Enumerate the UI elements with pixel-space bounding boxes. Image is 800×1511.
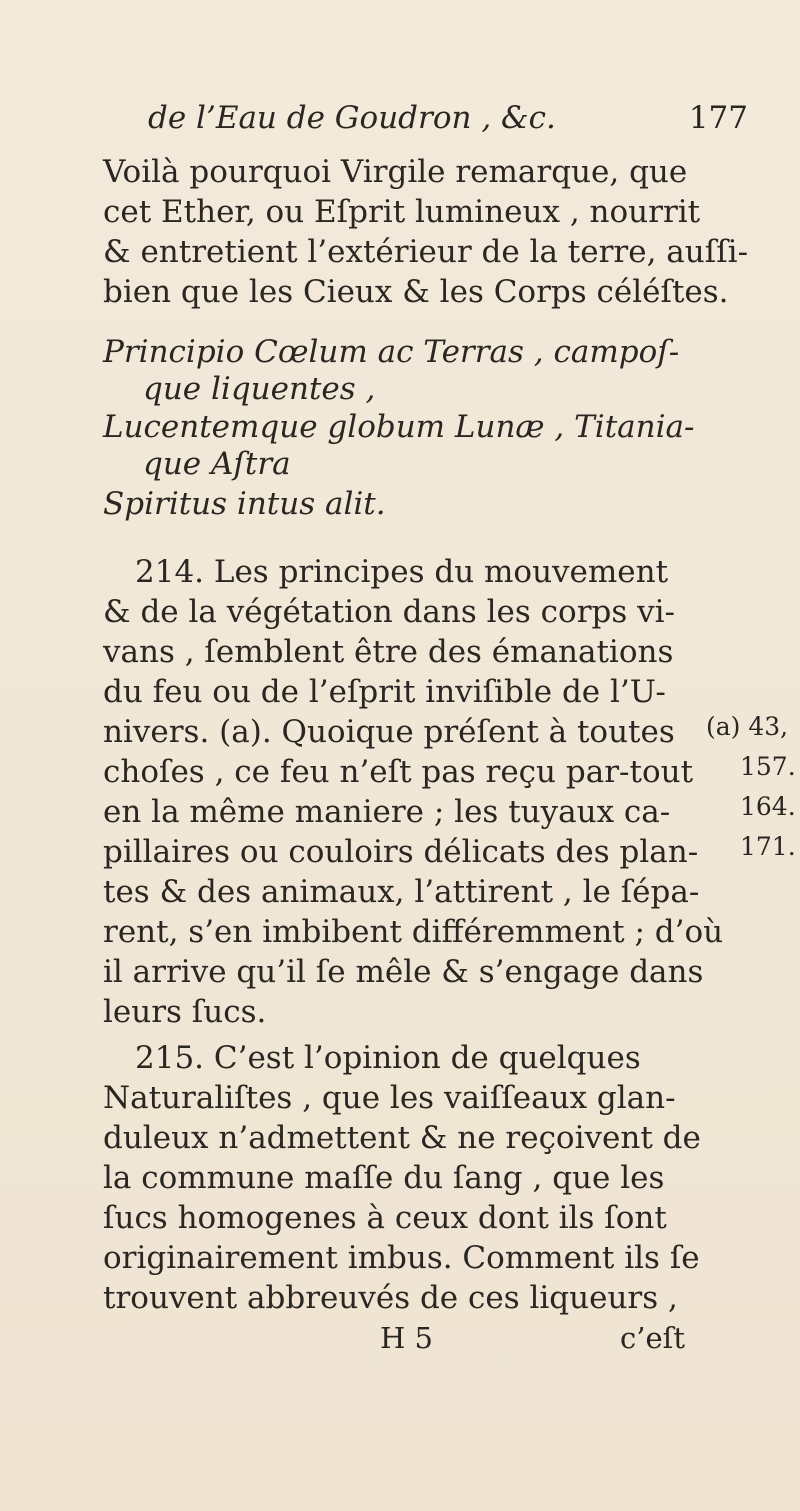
text-line: bien que les Cieux & les Corps céléſtes. (103, 274, 729, 310)
verse-line: que liquentes , (143, 371, 376, 407)
margin-note: 157. (740, 752, 796, 781)
section-214-line: pillaires ou couloirs délicats des plan- (103, 834, 699, 870)
section-215-line: 215. C’est l’opinion de quelques (135, 1040, 641, 1076)
section-214-line: nivers. (a). Quoique préſent à toutes (103, 714, 675, 750)
section-214-line: du feu ou de l’eſprit inviſible de l’U- (103, 674, 666, 710)
signature-mark: H 5 (380, 1321, 433, 1355)
catchword: c’eſt (620, 1321, 686, 1355)
section-214-line: rent, s’en imbibent différemment ; d’où (103, 914, 724, 950)
margin-note: 164. (740, 792, 796, 821)
verse-line: Spiritus intus alit. (103, 486, 386, 522)
section-214-line: & de la végétation dans les corps vi- (103, 594, 676, 630)
section-215-line: originairement imbus. Comment ils ſe (103, 1240, 700, 1276)
section-215-line: ſucs homogenes à ceux dont ils ſont (103, 1200, 667, 1236)
section-214-line: vans , ſemblent être des émanations (103, 634, 674, 670)
section-215-line: Naturaliſtes , que les vaiſſeaux glan- (103, 1080, 676, 1116)
running-title: de l’Eau de Goudron , &c. (148, 100, 556, 136)
text-line: & entretient l’extérieur de la terre, auſſi- (103, 234, 749, 270)
section-214-line: tes & des animaux, l’attirent , le ſépa- (103, 874, 700, 910)
section-214-line: en la même maniere ; les tuyaux ca- (103, 794, 671, 830)
verse-line: que Aſtra (143, 446, 291, 482)
verse-line: Lucentemque globum Lunæ , Titania- (103, 409, 695, 445)
verse-line: Principio Cœlum ac Terras , campoſ- (103, 334, 680, 370)
section-214-line: il arrive qu’il ſe mêle & s’engage dans (103, 954, 704, 990)
page-number: 177 (688, 100, 748, 136)
page-header (148, 100, 748, 144)
section-214-line: choſes , ce feu n’eſt pas reçu par-tout (103, 754, 694, 790)
section-215-line: duleux n’admettent & ne reçoivent de (103, 1120, 701, 1156)
section-214-line: leurs ſucs. (103, 994, 267, 1030)
text-line: Voilà pourquoi Virgile remarque, que (103, 154, 688, 190)
text-line: cet Ether, ou Eſprit lumineux , nourrit (103, 194, 701, 230)
section-215-line: trouvent abbreuvés de ces liqueurs , (103, 1280, 678, 1316)
margin-note: 171. (740, 832, 796, 861)
margin-note: (a) 43, (706, 712, 789, 741)
section-215-line: la commune maſſe du ſang , que les (103, 1160, 665, 1196)
section-214-line: 214. Les principes du mouvement (135, 554, 669, 590)
